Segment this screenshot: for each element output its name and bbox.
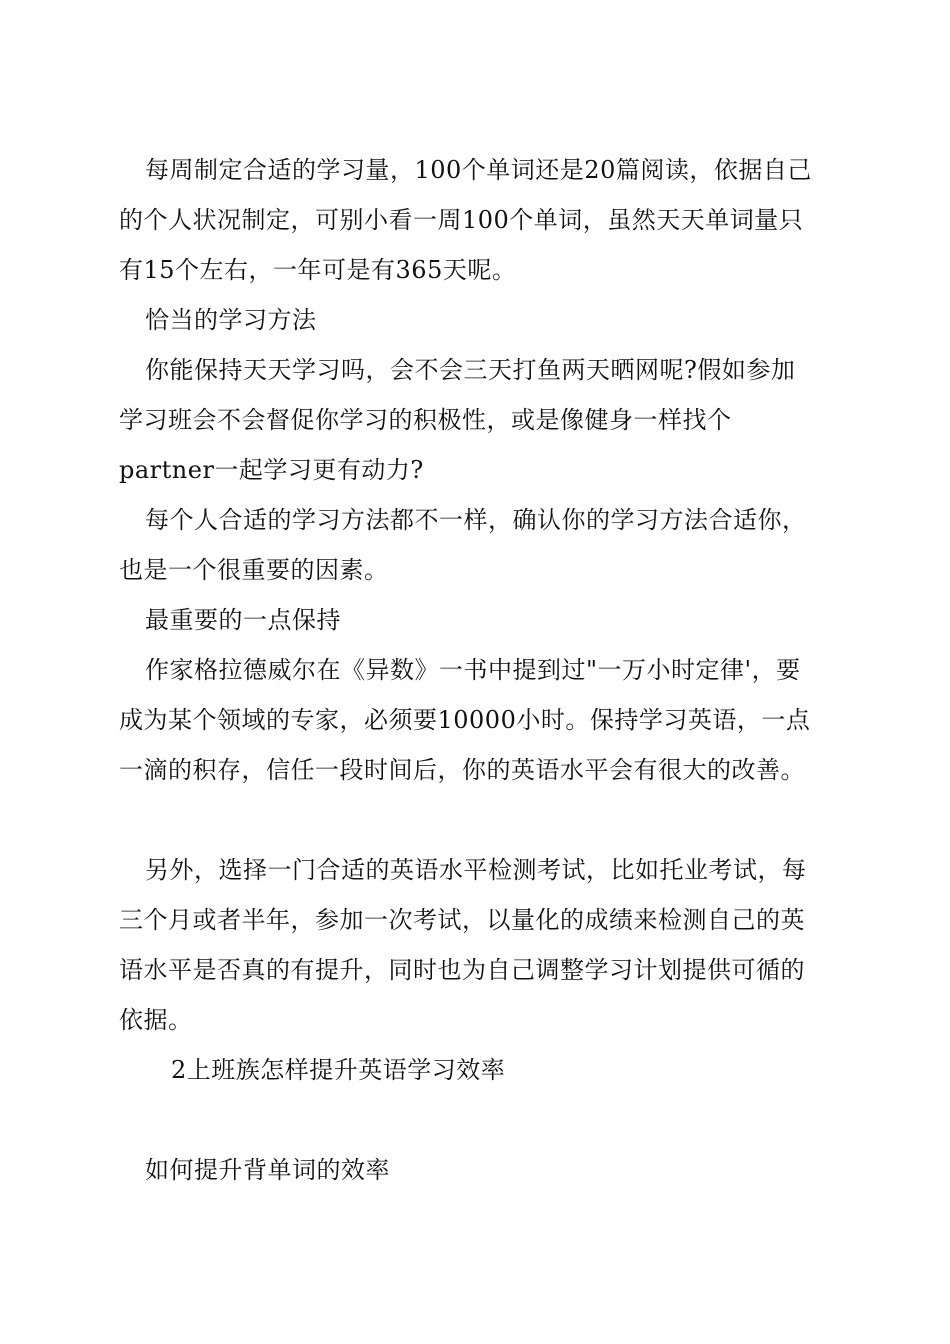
text-line: 的个人状况制定，可别小看一周100个单词，虽然天天单词量只 <box>119 206 804 234</box>
text-line: 每个人合适的学习方法都不一样，确认你的学习方法合适你， <box>145 506 807 534</box>
text-line: 依据。 <box>119 1006 193 1034</box>
text-line: 学习班会不会督促你学习的积极性，或是像健身一样找个 <box>119 406 732 434</box>
section-heading: 如何提升背单词的效率 <box>145 1156 390 1184</box>
text-line: 语水平是否真的有提升，同时也为自己调整学习计划提供可循的 <box>119 956 805 984</box>
text-line: 作家格拉德威尔在《异数》一书中提到过"一万小时定律'，要 <box>145 656 801 684</box>
text-line: 三个月或者半年，参加一次考试，以量化的成绩来检测自己的英 <box>119 906 805 934</box>
text-line: 每周制定合适的学习量，100个单词还是20篇阅读，依据自己 <box>145 156 812 184</box>
text-line: 你能保持天天学习吗，会不会三天打鱼两天晒网呢?假如参加 <box>145 356 796 384</box>
text-line: 一滴的积存，信任一段时间后，你的英语水平会有很大的改善。 <box>119 756 805 784</box>
chapter-heading: 2上班族怎样提升英语学习效率 <box>171 1056 506 1084</box>
text-line: 也是一个很重要的因素。 <box>119 556 389 584</box>
section-heading: 恰当的学习方法 <box>145 306 317 334</box>
text-line: 有15个左右，一年可是有365天呢。 <box>119 256 517 284</box>
text-line: partner一起学习更有动力? <box>119 456 424 484</box>
text-line: 成为某个领域的专家，必须要10000小时。保持学习英语，一点 <box>119 706 811 734</box>
section-heading: 最重要的一点保持 <box>145 606 341 634</box>
text-line: 另外，选择一门合适的英语水平检测考试，比如托业考试，每 <box>145 856 807 884</box>
